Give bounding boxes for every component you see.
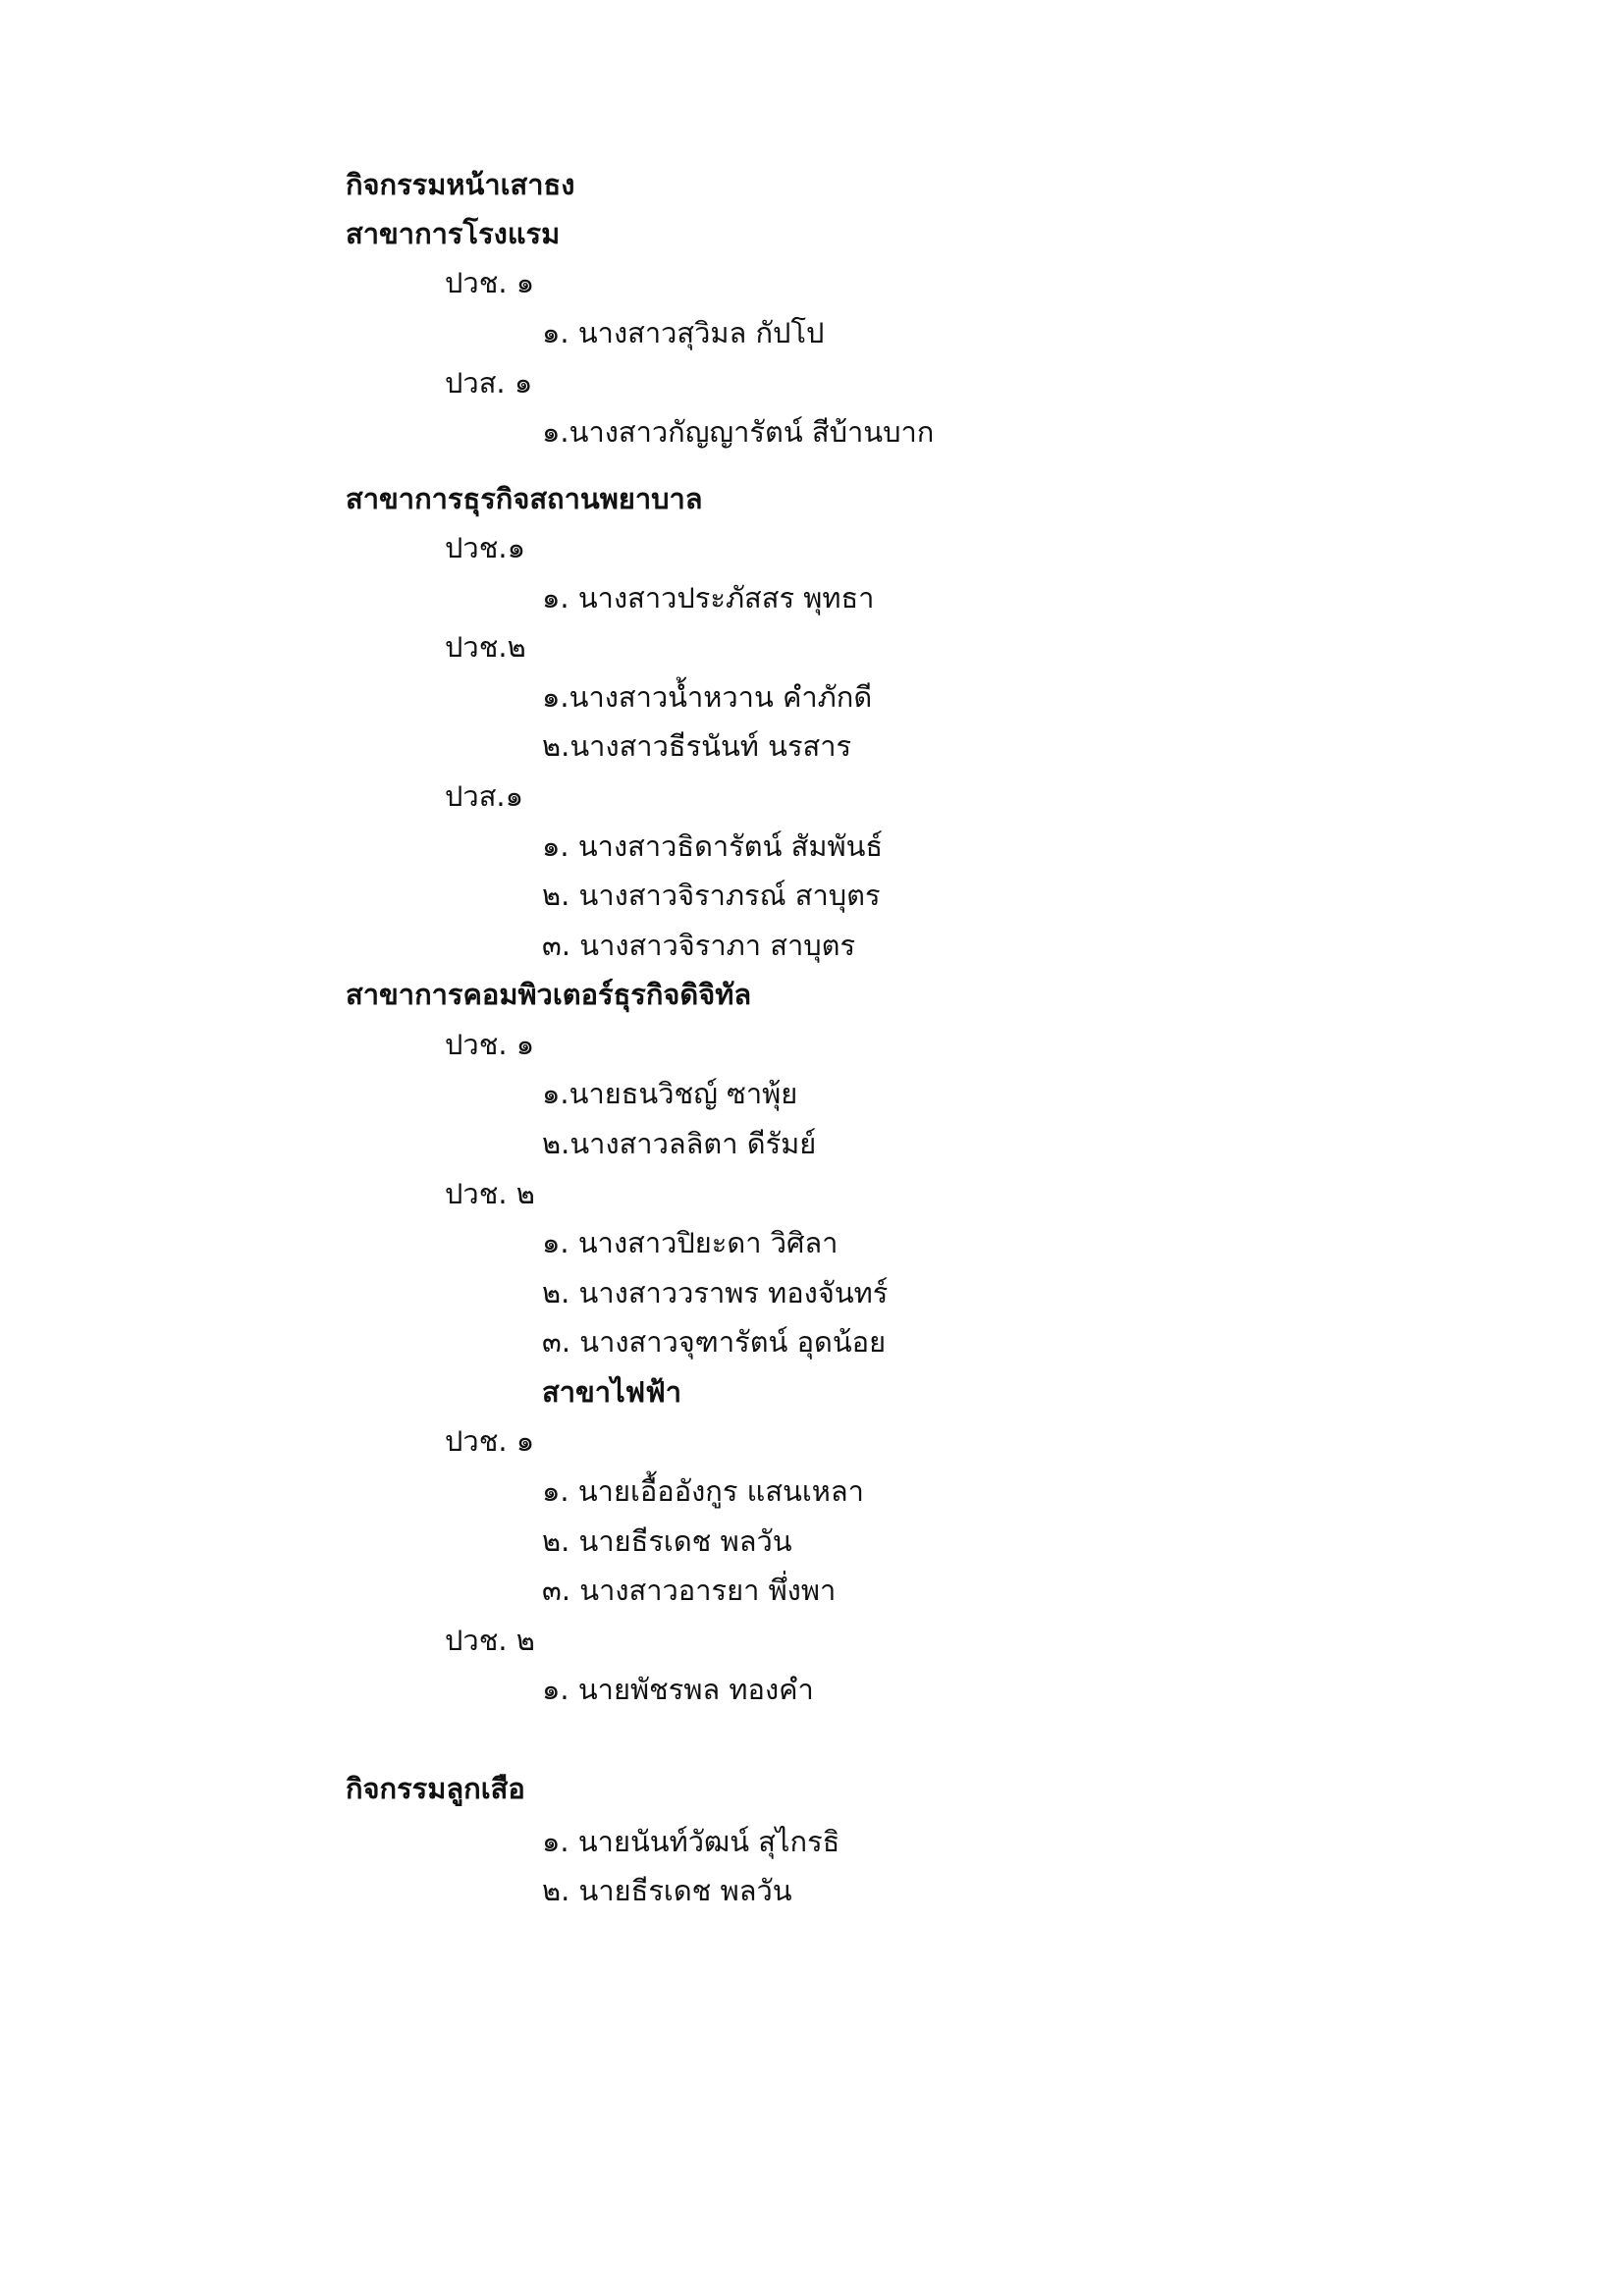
student-name: ๒.นางสาวลลิตา ดีรัมย์ (542, 1127, 817, 1160)
level-label: ปวส. ๑ (445, 366, 533, 400)
level-label: ปวส.๑ (445, 779, 524, 813)
level-label: ปวช.๑ (445, 531, 526, 564)
student-name: ๑. นายเอื้ออังกูร แสนเหลา (542, 1474, 864, 1508)
student-name: ๑.นายธนวิชญ์ ซาพุ้ย (542, 1077, 798, 1110)
student-name: ๓. นางสาวอารยา พึ่งพา (542, 1574, 837, 1607)
department-heading-electrical: สาขาไฟฟ้า (542, 1375, 682, 1409)
student-name: ๑. นายพัชรพล ทองคำ (542, 1673, 814, 1706)
level-label: ปวช.๒ (445, 630, 526, 664)
student-name: ๑. นางสาวสุวิมล กัปโป (542, 316, 825, 349)
student-name: ๑. นางสาวประภัสสร พุทธา (542, 581, 875, 614)
level-label: ปวช. ๒ (445, 1177, 535, 1210)
department-heading-hospital-business: สาขาการธุรกิจสถานพยาบาล (346, 482, 703, 515)
student-name: ๒. นายธีรเดช พลวัน (542, 1524, 792, 1558)
student-name: ๑. นางสาวปิยะดา วิศิลา (542, 1226, 839, 1259)
section-title-scout: กิจกรรมลูกเสือ (346, 1772, 525, 1805)
student-name: ๒.นางสาวธีรนันท์ นรสาร (542, 729, 852, 763)
department-heading-hotel: สาขาการโรงแรม (346, 217, 561, 250)
student-name: ๑. นายนันท์วัฒน์ สุไกรธิ (542, 1825, 840, 1858)
student-name: ๓. นางสาวจิราภา สาบุตร (542, 929, 856, 962)
level-label: ปวช. ๑ (445, 1424, 535, 1458)
student-name: ๑.นางสาวกัญญารัตน์ สีบ้านบาก (542, 415, 935, 449)
student-name: ๒. นางสาววราพร ทองจันทร์ (542, 1276, 889, 1309)
level-label: ปวช. ๑ (445, 1028, 535, 1061)
student-name: ๒. นายธีรเดช พลวัน (542, 1874, 792, 1907)
student-name: ๑.นางสาวน้ำหวาน คำภักดี (542, 680, 873, 714)
department-heading-digital-business-computer: สาขาการคอมพิวเตอร์ธุรกิจดิจิทัล (346, 978, 752, 1011)
student-name: ๓. นางสาวจุฑารัตน์ อุดน้อย (542, 1325, 887, 1359)
section-title-flag-ceremony: กิจกรรมหน้าเสาธง (346, 168, 575, 201)
level-label: ปวช. ๑ (445, 266, 535, 299)
level-label: ปวช. ๒ (445, 1624, 535, 1657)
student-name: ๑. นางสาวธิดารัตน์ สัมพันธ์ (542, 829, 884, 863)
student-name: ๒. นางสาวจิราภรณ์ สาบุตร (542, 879, 881, 912)
